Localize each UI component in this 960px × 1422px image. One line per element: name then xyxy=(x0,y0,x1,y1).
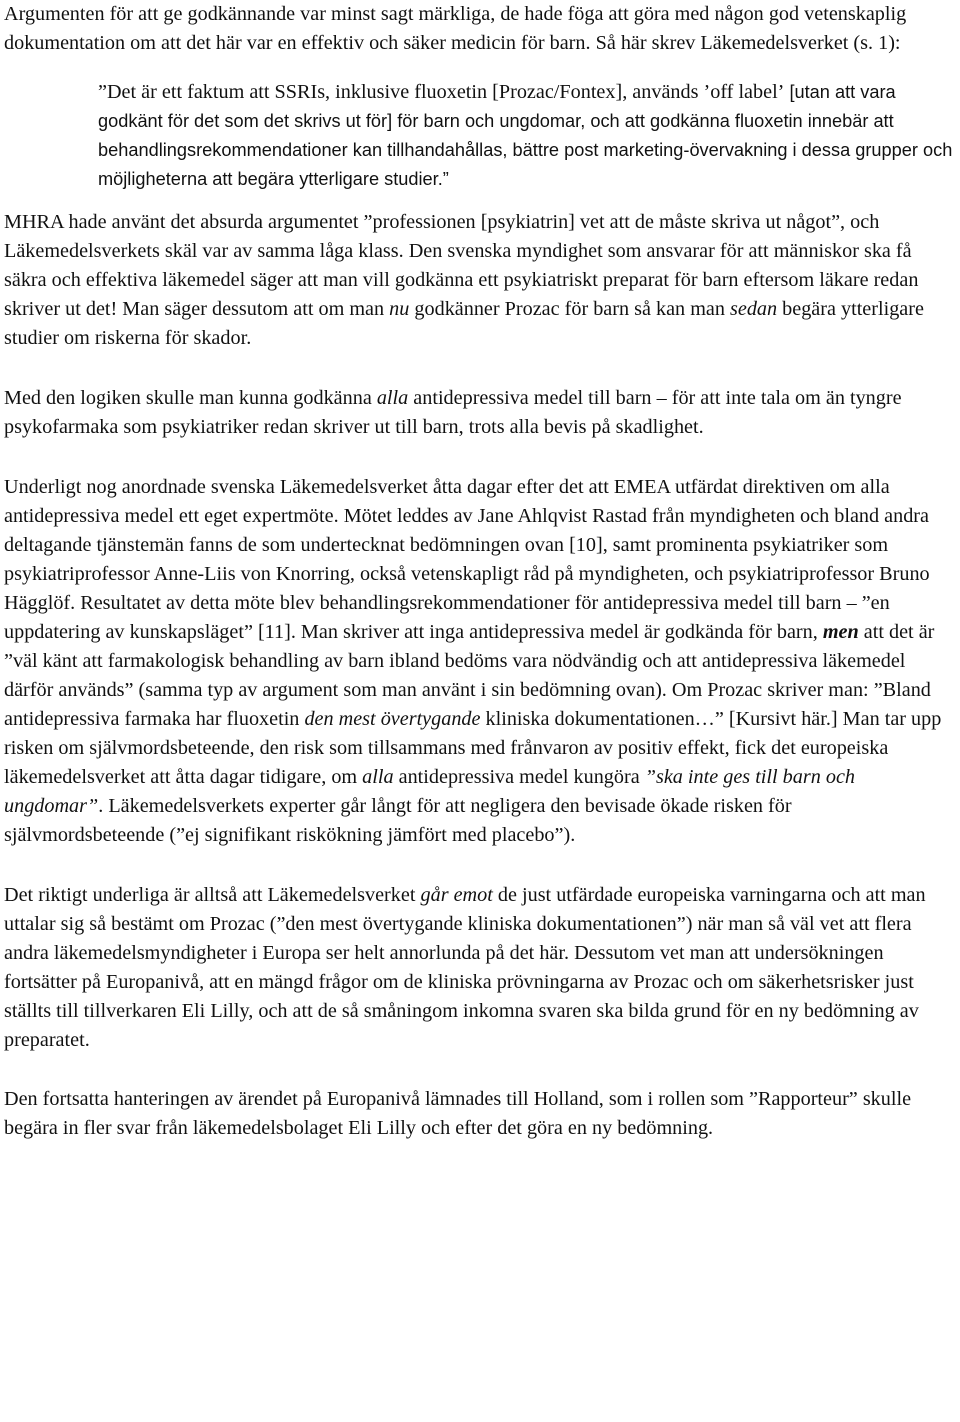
emphasis-alla-2: alla xyxy=(362,766,394,788)
paragraph-expert-text-a: Underligt nog anordnade svenska Läkemedelsverket åtta dagar efter det att EMEA utfärdat direktiven om alla antidepressiva medel ett eget expertmöte. Mötet leddes av Jane Ahlqvist Rastad från myndigheten och bland andra deltagande tjänstemän fanns de som undertecknat bedömningen ovan [10], samt prominenta psykiatriker som psykiatriprofessor Anne-Liis von Knorring, också vetenskapligt råd på myndigheten, och psykiatriprofessor Bruno Hägglöf. Resultatet av detta möte blev behandlingsrekommendationer för antidepressiva medel till barn – ”en uppdatering av kunskapsläget” [11]. Man skriver att inga antidepressiva medel är godkända för barn, xyxy=(4,476,930,643)
paragraph-mhra-text-b: godkänner Prozac för barn så kan man xyxy=(409,298,730,320)
paragraph-expert-text-c: kliniska dokumentationen…” [Kursivt här.] Man tar upp risken om självmordsbeteende, den risk som tillsammans med frånvaron av positiv effekt, fick det europeiska läkemedelsverket att åtta dagar tidigare, om xyxy=(4,708,942,788)
paragraph-underliga-text-a: Det riktigt underliga är alltså att Läkemedelsverket xyxy=(4,884,421,906)
paragraph-logic-text-a: Med den logiken skulle man kunna godkänna xyxy=(4,387,377,409)
paragraph-mhra xyxy=(4,208,956,353)
paragraph-intro: Argumenten för att ge godkännande var minst sagt märkliga, de hade föga att göra med någon god vetenskaplig dokumentation om att det här var en effektiv och säker medicin för barn. Så här skrev Läkemedelsverket (s. 1): xyxy=(4,3,907,54)
paragraph-logic xyxy=(4,384,956,442)
emphasis-nu: nu xyxy=(389,298,410,320)
emphasis-alla: alla xyxy=(376,387,409,409)
quote-lead: ”Det är ett faktum att SSRIs, inklusive fluoxetin [Prozac/Fontex], används ’off label’ xyxy=(98,81,785,103)
paragraph-mhra-text-c: begära ytterligare studier om riskerna för skador. xyxy=(4,298,924,349)
emphasis-ska-inte: ”ska inte ges till barn och ungdomar” xyxy=(4,766,856,817)
emphasis-gar-emot: går emot xyxy=(420,884,493,906)
emphasis-men-italic: men xyxy=(822,621,859,643)
paragraph-expert-text-d: antidepressiva medel kungöra xyxy=(393,766,645,788)
paragraph-underliga-text-b: de just utfärdade europeiska varningarna och att man uttalar sig så bestämt om Prozac (”den mest övertygande kliniska dokumentationen”) när man så väl vet att flera andra läkemedelsmyndigheter i Europa ser helt annorlunda på det här. Dessutom vet man att undersökningen fortsätter på Europanivå, att en mängd frågor om de kliniska prövningarna av Prozac och om säkerhetsrisker just ställts till tillverkaren Eli Lilly, och att de så småningom inkomna svaren ska bilda grund för en ny bedömning av preparatet. xyxy=(4,884,926,1051)
paragraph-mhra-text-a: MHRA hade använt det absurda argumentet ”professionen [psykiatrin] vet att de måste skriva ut något”, och Läkemedelsverkets skäl var av samma låga klass. Den svenska myndighet som ansvarar för att människor ska få säkra och effektiva läkemedel säger att man vill godkänna ett psykiatriskt preparat för barn eftersom läkare redan skriver ut det! Man säger dessutom att om man xyxy=(4,211,919,320)
paragraph-expert-text-b: att det är ”väl känt att farmakologisk behandling av barn ibland bedöms vara nödvändig och att antidepressiva läkemedel därför används” (samma typ av argument som man använt i sin bedömning ovan). Om Prozac skriver man: ”Bland antidepressiva farmaka har fluoxetin xyxy=(4,621,935,730)
emphasis-den-mest: den mest övertygande xyxy=(304,708,481,730)
paragraph-underliga xyxy=(4,881,956,1055)
emphasis-men xyxy=(823,621,859,643)
paragraph-logic-text-b: antidepressiva medel till barn – för att inte tala om än tyngre psykofarmaka som psykiatriker redan skriver ut till barn, trots alla bevis på skadlighet. xyxy=(4,387,902,438)
paragraph-expert-meeting xyxy=(4,473,956,850)
paragraph-expert-text-e: . Läkemedelsverkets experter går långt för att negligera den bevisade ökade risken för självmordsbeteende (”ej signifikant riskökning jämfört med placebo”). xyxy=(4,795,792,846)
emphasis-sedan: sedan xyxy=(730,298,778,320)
block-quote xyxy=(98,78,956,194)
document-page xyxy=(4,0,956,1143)
quote-rest: [utan att vara godkänt för det som det skrivs ut för] för barn och ungdomar, och att godkänna fluoxetin innebär att behandlingsrekommendationer kan tillhandahållas, bättre post marketing-övervakning i dessa grupper och möjligheterna att begära ytterligare studier.” xyxy=(98,82,953,189)
paragraph-holland: Den fortsatta hanteringen av ärendet på Europanivå lämnades till Holland, som i rollen som ”Rapporteur” skulle begära in fler svar från läkemedelsbolaget Eli Lilly och efter det göra en ny bedömning. xyxy=(4,1088,912,1139)
